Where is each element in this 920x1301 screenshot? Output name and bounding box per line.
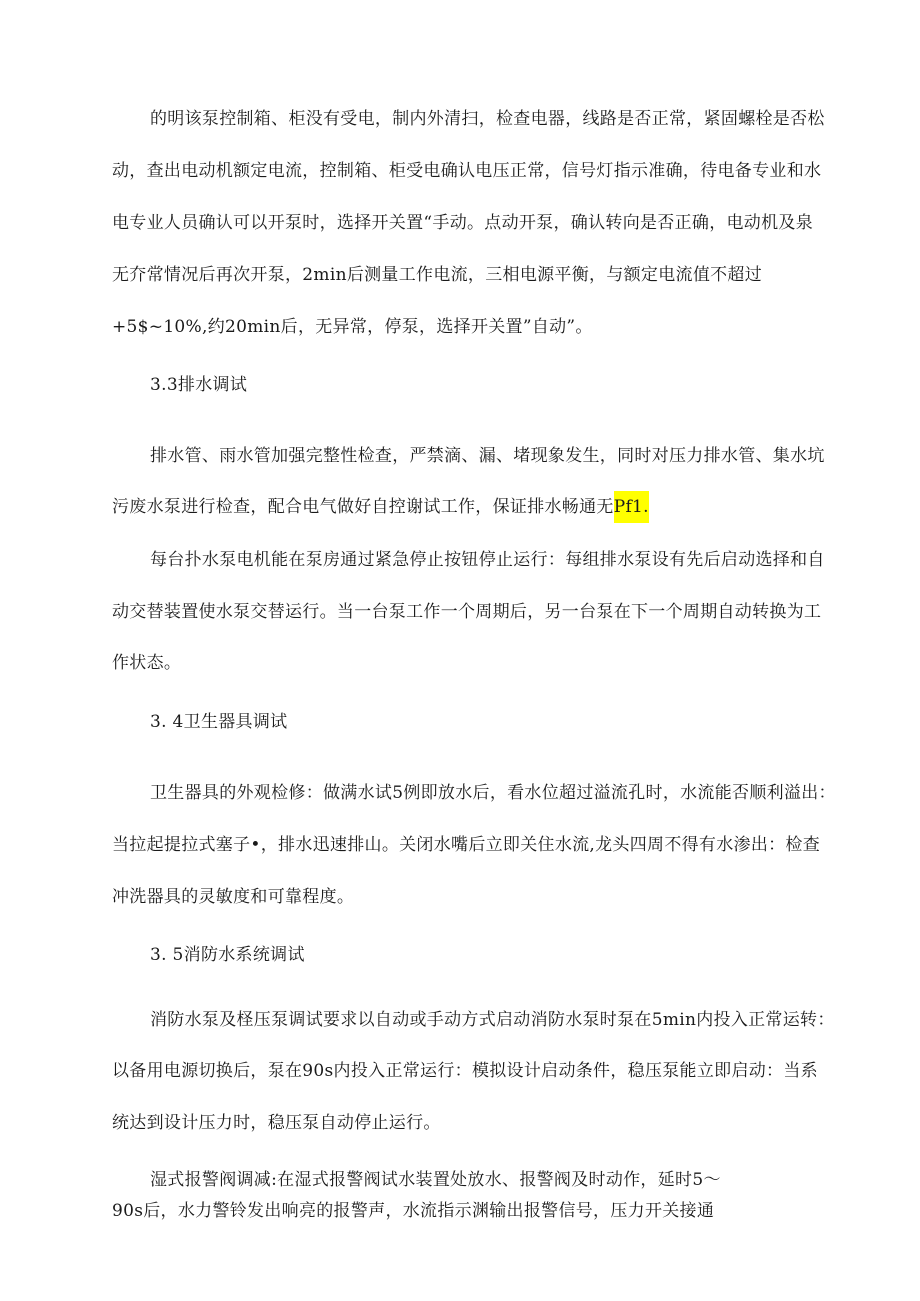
paragraph-line: 污废水泵进行检查，配合电气做好自控谢试工作，保证排水畅通无Pf1. bbox=[112, 492, 649, 517]
highlighted-text: Pf1. bbox=[614, 491, 649, 523]
paragraph-line: 的明该泵控制箱、柜没有受电，制内外清扫，检查电器，线路是否正常，紧固螺栓是否松 bbox=[150, 109, 825, 129]
paragraph-line: 动交替装置使水泵交替运行。当一台泵工作一个周期后，另一台泵在下一个周期自动转换为工 bbox=[112, 602, 822, 622]
paragraph-line: 统达到设计压力时，稳压泵自动停止运行。 bbox=[112, 1113, 441, 1133]
paragraph-line: 电专业人员确认可以开泵时，选择开关置“手动。点动开泵，确认转向是否正确，电动机及泉 bbox=[112, 213, 813, 233]
paragraph-line: 无夰常情况后再次开泵，2min后测量工作电流，三相电源平衡，与额定电流值不超过 bbox=[112, 265, 763, 285]
paragraph-line: 卫生器具的外观检修：做满水试5例即放水后，看水位超过溢流孔时，水流能否顺利溢出： bbox=[150, 783, 836, 803]
paragraph-line: 作状态。 bbox=[112, 653, 182, 673]
section-heading: 3. 4卫生器具调试 bbox=[150, 712, 288, 732]
paragraph-line: 湿式报警阀调减:在湿式报警阀试水装置处放水、报警阀及时动作，延时5～ bbox=[150, 1170, 721, 1190]
section-heading: 3. 5消防水系统调试 bbox=[150, 945, 305, 965]
section-heading: 3.3排水调试 bbox=[150, 375, 248, 395]
paragraph-line: 当拉起提拉式塞子•，排水迅速排山。关闭水嘴后立即关住水流,龙头四周不得有水渗出：检查 bbox=[112, 835, 821, 855]
paragraph-line: 动，查出电动机额定电流，控制箱、柜受电确认电压正常，信号灯指示准确，待电备专业和水 bbox=[112, 161, 822, 181]
paragraph-line: 冲洗器具的灵敏度和可靠程度。 bbox=[112, 887, 355, 907]
paragraph-line: 消防水泵及柽压泵调试要求以自动或手动方式启动消防水泵时泵在5min内投入正常运转： bbox=[150, 1010, 835, 1030]
paragraph-line: +5$~10%,约20min后，无异常，停泵，选择开关置”自动”。 bbox=[112, 317, 593, 337]
paragraph-line: 以备用电源切换后，泵在90s内投入正常运行：模拟设计启动条件，稳压泵能立即启动：当系 bbox=[112, 1061, 818, 1081]
paragraph-line: 每台扑水泵电机能在泵房通过紧急停止按钮停止运行：每组排水泵设有先后启动选择和自 bbox=[150, 550, 825, 570]
paragraph-line: 排水管、雨水管加强完整性检查，严禁滴、漏、堵现象发生，同时对压力排水管、集水坑 bbox=[150, 446, 825, 466]
paragraph-line: 90s后，水力警铃发出响亮的报警声，水流指示渊输出报警信号，压力开关接通 bbox=[112, 1201, 715, 1221]
